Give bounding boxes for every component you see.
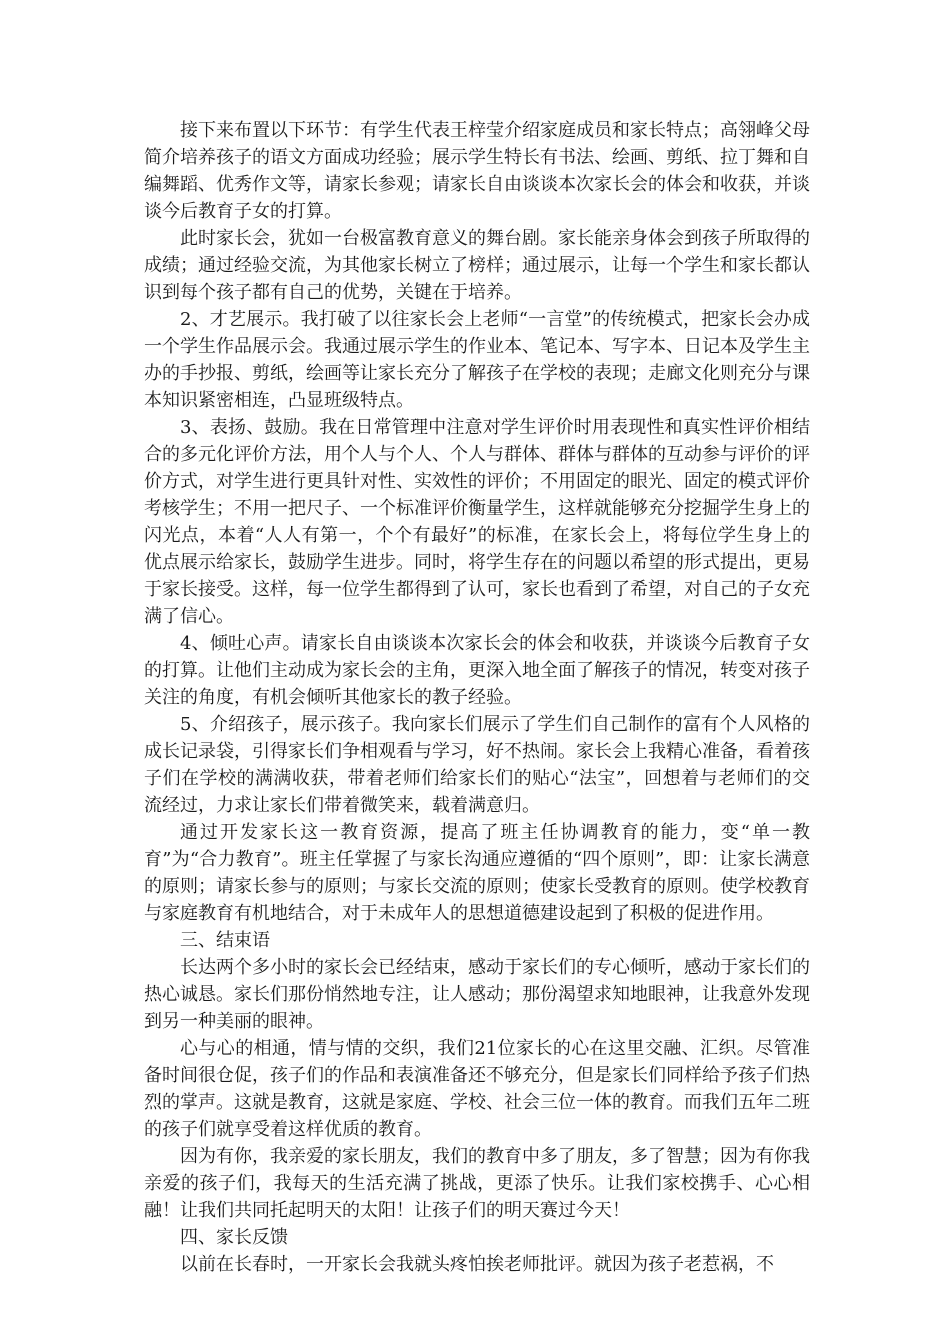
paragraph-feedback-1: 以前在长春时，一开家长会我就头疼怕挨老师批评。就因为孩子老惹祸，不 [180, 1254, 774, 1275]
section-heading-feedback: 四、家长反馈 [180, 1227, 288, 1248]
section-heading-conclusion: 三、结束语 [180, 930, 270, 951]
paragraph-praise: 3、表扬、鼓励。我在日常管理中注意对学生评价时用表现性和真实性评价相结合的多元化评价方法，用个人与个人、个人与群体、群体与群体的互动参与评价的评价方式，对学生进行更具针对性、实效性的评价；不用固定的眼光、固定的模式评价考核学生；不用一把尺子、一个标准评价衡量学生，这样就能够充分挖掘学生身上的闪光点，本着“人人有第一，个个有最好”的标准，在家长会上，将每位学生身上的优点展示给家长，鼓励学生进步。同时，将学生存在的问题以希望的形式提出，更易于家长接受。这样，每一位学生都得到了认可，家长也看到了希望，对自己的子女充满了信心。 [144, 417, 810, 627]
document-page [144, 117, 810, 1278]
paragraph-talent-show: 2、才艺展示。我打破了以往家长会上老师“一言堂”的传统模式，把家长会办成一个学生作品展示会。我通过展示学生的作业本、笔记本、写字本、日记本及学生主办的手抄报、剪纸，绘画等让家长充分了解孩子在学校的表现；走廊文化则充分与课本知识紧密相连，凸显班级特点。 [144, 309, 810, 411]
paragraph-introduce-children: 5、介绍孩子，展示孩子。我向家长们展示了学生们自己制作的富有个人风格的成长记录袋，引得家长们争相观看与学习，好不热闹。家长会上我精心准备，看着孩子们在学校的满满收获，带着老师们给家长们的贴心“法宝”，回想着与老师们的交流经过，力求让家长们带着微笑来，载着满意归。 [144, 714, 810, 816]
paragraph-voices: 4、倾吐心声。请家长自由谈谈本次家长会的体会和收获，并谈谈今后教育子女的打算。让他们主动成为家长会的主角，更深入地全面了解孩子的情况，转变对孩子关注的角度，有机会倾听其他家长的教子经验。 [144, 633, 810, 708]
paragraph-conclusion-1: 长达两个多小时的家长会已经结束，感动于家长们的专心倾听，感动于家长们的热心诚恳。家长们那份悄然地专注，让人感动；那份渴望求知地眼神，让我意外发现到另一种美丽的眼神。 [144, 957, 810, 1032]
paragraph-education-resource: 通过开发家长这一教育资源，提高了班主任协调教育的能力，变“单一教育”为“合力教育”。班主任掌握了与家长沟通应遵循的“四个原则”，即：让家长满意的原则；请家长参与的原则；与家长交流的原则；使家长受教育的原则。使学校教育与家庭教育有机地结合，对于未成年人的思想道德建设起到了积极的促进作用。 [144, 822, 810, 924]
paragraph-stage-play: 此时家长会，犹如一台极富教育意义的舞台剧。家长能亲身体会到孩子所取得的成绩；通过经验交流，为其他家长树立了榜样；通过展示，让每一个学生和家长都认识到每个孩子都有自己的优势，关键在于培养。 [144, 228, 810, 303]
paragraph-conclusion-2: 心与心的相通，情与情的交织，我们21位家长的心在这里交融、汇织。尽管准备时间很仓促，孩子们的作品和表演准备还不够充分，但是家长们同样给予孩子们热烈的掌声。这就是教育，这就是家庭、学校、社会三位一体的教育。而我们五年二班的孩子们就享受着这样优质的教育。 [144, 1038, 810, 1140]
paragraph-conclusion-3: 因为有你，我亲爱的家长朋友，我们的教育中多了朋友，多了智慧；因为有你我亲爱的孩子们，我每天的生活充满了挑战，更添了快乐。让我们家校携手、心心相融！让我们共同托起明天的太阳！让孩子们的明天赛过今天！ [144, 1146, 810, 1221]
paragraph-agenda: 接下来布置以下环节：有学生代表王梓莹介绍家庭成员和家长特点；高翎峰父母简介培养孩子的语文方面成功经验；展示学生特长有书法、绘画、剪纸、拉丁舞和自编舞蹈、优秀作文等，请家长参观；请家长自由谈谈本次家长会的体会和收获，并谈谈今后教育子女的打算。 [144, 120, 810, 222]
